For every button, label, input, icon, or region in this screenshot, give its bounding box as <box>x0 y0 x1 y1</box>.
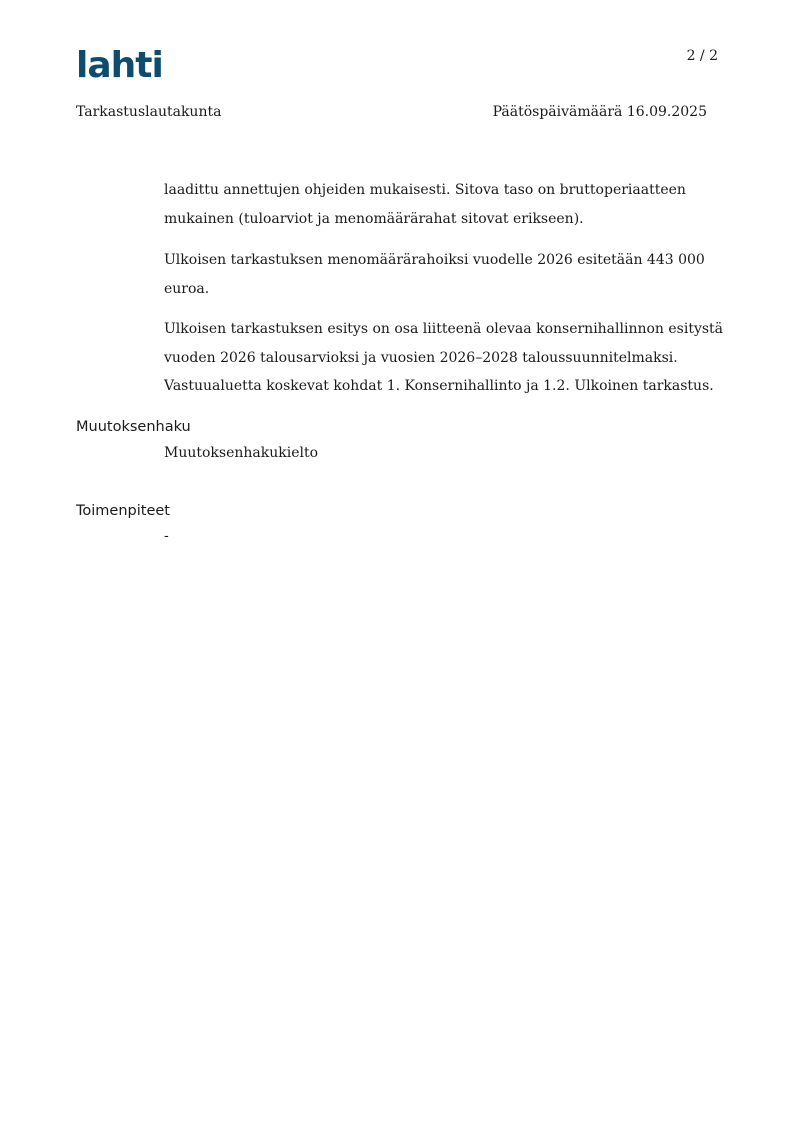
decision-date: Päätöspäivämäärä 16.09.2025 <box>492 104 707 120</box>
paragraph-line: Ulkoisen tarkastuksen menomäärärahoiksi vuodelle 2026 esitetään 443 000 <box>164 252 705 268</box>
paragraph-line: Vastuualuetta koskevat kohdat 1. Konsernihallinto ja 1.2. Ulkoinen tarkastus. <box>164 378 714 394</box>
paragraph-line: mukainen (tuloarviot ja menomäärärahat sitovat erikseen). <box>164 210 584 227</box>
toimenpiteet-value: - <box>164 528 169 544</box>
department-name: Tarkastuslautakunta <box>76 104 222 120</box>
page-number: 2 / 2 <box>686 48 718 64</box>
muutoksenhaku-value: Muutoksenhakukielto <box>164 445 319 461</box>
paragraph-line: Ulkoisen tarkastuksen esitys on osa liitteenä olevaa konsernihallinnon esitystä <box>164 321 724 337</box>
muutoksenhaku-heading: Muutoksenhaku <box>76 419 191 435</box>
paragraph-line: vuoden 2026 talousarvioksi ja vuosien 2026–2028 taloussuunnitelmaksi. <box>164 349 678 366</box>
paragraph-1 <box>164 176 719 233</box>
paragraph-2 <box>164 246 719 303</box>
paragraph-line: laadittu annettujen ohjeiden mukaisesti. Sitova taso on bruttoperiaatteen <box>164 182 686 198</box>
toimenpiteet-heading: Toimenpiteet <box>76 503 170 519</box>
paragraph-line: euroa. <box>164 280 210 297</box>
logo-text: lahti <box>76 46 163 82</box>
lahti-logo <box>76 46 168 82</box>
paragraph-3 <box>164 315 724 401</box>
